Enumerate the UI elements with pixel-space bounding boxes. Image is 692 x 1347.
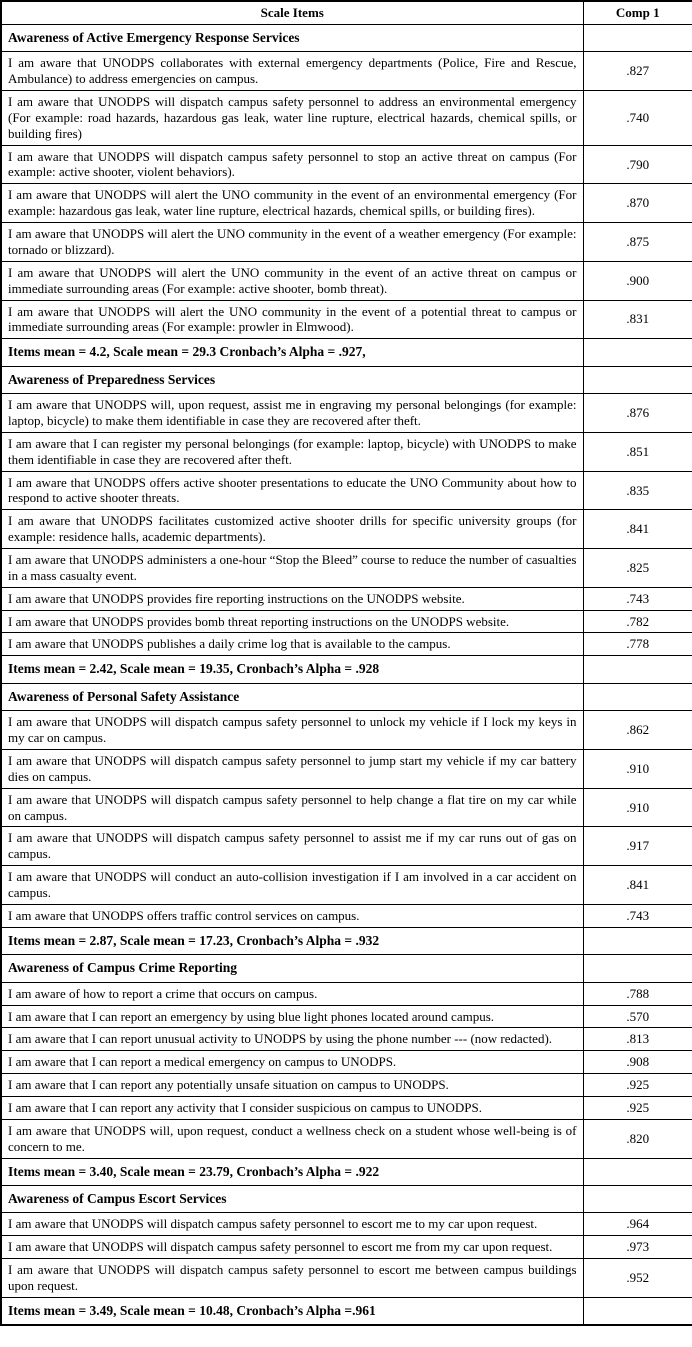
item-text: I am aware that UNODPS will alert the UNO community in the event of a potential threat to campus or immediate surrounding areas (For example: prowler in Elmwood). [1, 300, 583, 339]
item-text: I am aware that UNODPS will conduct an auto-collision investigation if I am involved in a car accident on campus. [1, 866, 583, 905]
item-loading: .788 [583, 982, 692, 1005]
item-loading: .827 [583, 52, 692, 91]
section-empty-cell [583, 366, 692, 393]
table-row [1, 184, 692, 223]
table-row [1, 549, 692, 588]
summary-empty-cell [583, 339, 692, 366]
table-row [1, 510, 692, 549]
table-row [1, 300, 692, 339]
header-row [1, 1, 692, 24]
item-text: I am aware that UNODPS will dispatch campus safety personnel to address an environmental emergency (For example: road hazards, hazardous gas leak, water line rupture, electrical hazards, chemical spills, or building fires) [1, 91, 583, 146]
table-row [1, 587, 692, 610]
column-header-comp1: Comp 1 [583, 1, 692, 24]
table-row [1, 749, 692, 788]
item-text: I am aware that UNODPS offers traffic control services on campus. [1, 904, 583, 927]
item-loading: .862 [583, 711, 692, 750]
summary-row [1, 339, 692, 366]
item-text: I am aware that UNODPS will dispatch campus safety personnel to assist me if my car runs out of gas on campus. [1, 827, 583, 866]
item-loading: .825 [583, 549, 692, 588]
item-text: I am aware that UNODPS will alert the UNO community in the event of a weather emergency (For example: tornado or blizzard). [1, 223, 583, 262]
item-loading: .876 [583, 394, 692, 433]
table-row [1, 866, 692, 905]
item-text: I am aware that UNODPS will dispatch campus safety personnel to escort me between campus buildings upon request. [1, 1259, 583, 1298]
item-text: I am aware that UNODPS administers a one-hour “Stop the Bleed” course to reduce the number of casualties in a mass casualty event. [1, 549, 583, 588]
section-empty-cell [583, 1186, 692, 1213]
item-text: I am aware that UNODPS will dispatch campus safety personnel to escort me to my car upon request. [1, 1213, 583, 1236]
item-loading: .875 [583, 223, 692, 262]
table-row [1, 1096, 692, 1119]
item-text: I am aware that UNODPS will dispatch campus safety personnel to escort me from my car upon request. [1, 1236, 583, 1259]
item-loading: .900 [583, 261, 692, 300]
section-title: Awareness of Personal Safety Assistance [1, 683, 583, 710]
item-loading: .973 [583, 1236, 692, 1259]
table-row [1, 223, 692, 262]
item-loading: .778 [583, 633, 692, 656]
item-loading: .841 [583, 866, 692, 905]
table-row [1, 1259, 692, 1298]
summary-empty-cell [583, 1297, 692, 1325]
section-header-row [1, 24, 692, 51]
summary-empty-cell [583, 927, 692, 954]
item-text: I am aware that UNODPS collaborates with external emergency departments (Police, Fire and Rescue, Ambulance) to address emergencies on campus. [1, 52, 583, 91]
section-empty-cell [583, 955, 692, 982]
column-header-scale-items: Scale Items [1, 1, 583, 24]
item-text: I am aware that I can report a medical emergency on campus to UNODPS. [1, 1051, 583, 1074]
section-title: Awareness of Preparedness Services [1, 366, 583, 393]
summary-row [1, 1297, 692, 1325]
table-row [1, 145, 692, 184]
item-text: I am aware that UNODPS provides bomb threat reporting instructions on the UNODPS website. [1, 610, 583, 633]
table-row [1, 982, 692, 1005]
summary-text: Items mean = 3.40, Scale mean = 23.79, Cronbach’s Alpha = .922 [1, 1158, 583, 1185]
item-loading: .790 [583, 145, 692, 184]
item-loading: .917 [583, 827, 692, 866]
summary-row [1, 1158, 692, 1185]
item-loading: .851 [583, 432, 692, 471]
item-loading: .820 [583, 1119, 692, 1158]
section-title: Awareness of Campus Crime Reporting [1, 955, 583, 982]
table-row [1, 52, 692, 91]
item-text: I am aware of how to report a crime that occurs on campus. [1, 982, 583, 1005]
item-loading: .841 [583, 510, 692, 549]
section-empty-cell [583, 683, 692, 710]
section-header-row [1, 683, 692, 710]
item-loading: .743 [583, 587, 692, 610]
table-row [1, 904, 692, 927]
item-loading: .740 [583, 91, 692, 146]
item-text: I am aware that UNODPS will alert the UNO community in the event of an environmental emergency (For example: hazardous gas leak, water line rupture, electrical hazards, chemical spills, or building fires). [1, 184, 583, 223]
item-loading: .835 [583, 471, 692, 510]
section-title: Awareness of Active Emergency Response Services [1, 24, 583, 51]
table-row [1, 91, 692, 146]
table-row [1, 1119, 692, 1158]
summary-empty-cell [583, 1158, 692, 1185]
table-row [1, 1236, 692, 1259]
table-row [1, 1051, 692, 1074]
table-row [1, 1005, 692, 1028]
section-header-row [1, 366, 692, 393]
item-loading: .910 [583, 788, 692, 827]
table-row [1, 788, 692, 827]
summary-text: Items mean = 3.49, Scale mean = 10.48, Cronbach’s Alpha =.961 [1, 1297, 583, 1325]
item-loading: .910 [583, 749, 692, 788]
item-text: I am aware that UNODPS will, upon request, conduct a wellness check on a student whose well-being is of concern to me. [1, 1119, 583, 1158]
item-text: I am aware that I can report unusual activity to UNODPS by using the phone number --- (now redacted). [1, 1028, 583, 1051]
section-empty-cell [583, 24, 692, 51]
item-loading: .952 [583, 1259, 692, 1298]
item-loading: .782 [583, 610, 692, 633]
summary-text: Items mean = 2.87, Scale mean = 17.23, Cronbach’s Alpha = .932 [1, 927, 583, 954]
item-text: I am aware that UNODPS will, upon request, assist me in engraving my personal belongings (for example: laptop, bicycle) to make them identifiable in case they are recovered after theft. [1, 394, 583, 433]
table-row [1, 1074, 692, 1097]
table-row [1, 633, 692, 656]
item-loading: .870 [583, 184, 692, 223]
table-row [1, 610, 692, 633]
table-body [1, 24, 692, 1325]
item-text: I am aware that UNODPS will alert the UNO community in the event of an active threat on campus or immediate surrounding areas (For example: active shooter, bomb threat). [1, 261, 583, 300]
section-header-row [1, 1186, 692, 1213]
item-loading: .570 [583, 1005, 692, 1028]
item-loading: .925 [583, 1096, 692, 1119]
table-row [1, 1213, 692, 1236]
item-text: I am aware that UNODPS facilitates customized active shooter drills for specific university groups (for example: residence halls, academic departments). [1, 510, 583, 549]
item-text: I am aware that UNODPS publishes a daily crime log that is available to the campus. [1, 633, 583, 656]
section-header-row [1, 955, 692, 982]
item-loading: .813 [583, 1028, 692, 1051]
table-row [1, 261, 692, 300]
item-loading: .831 [583, 300, 692, 339]
table-header [1, 1, 692, 24]
item-text: I am aware that UNODPS will dispatch campus safety personnel to unlock my vehicle if I lock my keys in my car on campus. [1, 711, 583, 750]
item-text: I am aware that I can report an emergency by using blue light phones located around campus. [1, 1005, 583, 1028]
item-text: I am aware that UNODPS will dispatch campus safety personnel to help change a flat tire on my car while on campus. [1, 788, 583, 827]
summary-row [1, 656, 692, 683]
item-text: I am aware that I can report any activity that I consider suspicious on campus to UNODPS. [1, 1096, 583, 1119]
summary-row [1, 927, 692, 954]
item-text: I am aware that UNODPS will dispatch campus safety personnel to stop an active threat on campus (For example: active shooter, violent behaviors). [1, 145, 583, 184]
item-text: I am aware that UNODPS offers active shooter presentations to educate the UNO Community about how to respond to active shooter threats. [1, 471, 583, 510]
table-row [1, 432, 692, 471]
item-text: I am aware that I can report any potentially unsafe situation on campus to UNODPS. [1, 1074, 583, 1097]
summary-text: Items mean = 2.42, Scale mean = 19.35, Cronbach’s Alpha = .928 [1, 656, 583, 683]
table-row [1, 471, 692, 510]
summary-text: Items mean = 4.2, Scale mean = 29.3 Cronbach’s Alpha = .927, [1, 339, 583, 366]
table-row [1, 711, 692, 750]
table-row [1, 1028, 692, 1051]
item-loading: .964 [583, 1213, 692, 1236]
item-loading: .743 [583, 904, 692, 927]
table-row [1, 394, 692, 433]
section-title: Awareness of Campus Escort Services [1, 1186, 583, 1213]
item-loading: .908 [583, 1051, 692, 1074]
item-text: I am aware that I can register my personal belongings (for example: laptop, bicycle) with UNODPS to make them identifiable in case they are recovered after theft. [1, 432, 583, 471]
item-text: I am aware that UNODPS will dispatch campus safety personnel to jump start my vehicle if my car battery dies on campus. [1, 749, 583, 788]
item-text: I am aware that UNODPS provides fire reporting instructions on the UNODPS website. [1, 587, 583, 610]
summary-empty-cell [583, 656, 692, 683]
item-loading: .925 [583, 1074, 692, 1097]
table-row [1, 827, 692, 866]
